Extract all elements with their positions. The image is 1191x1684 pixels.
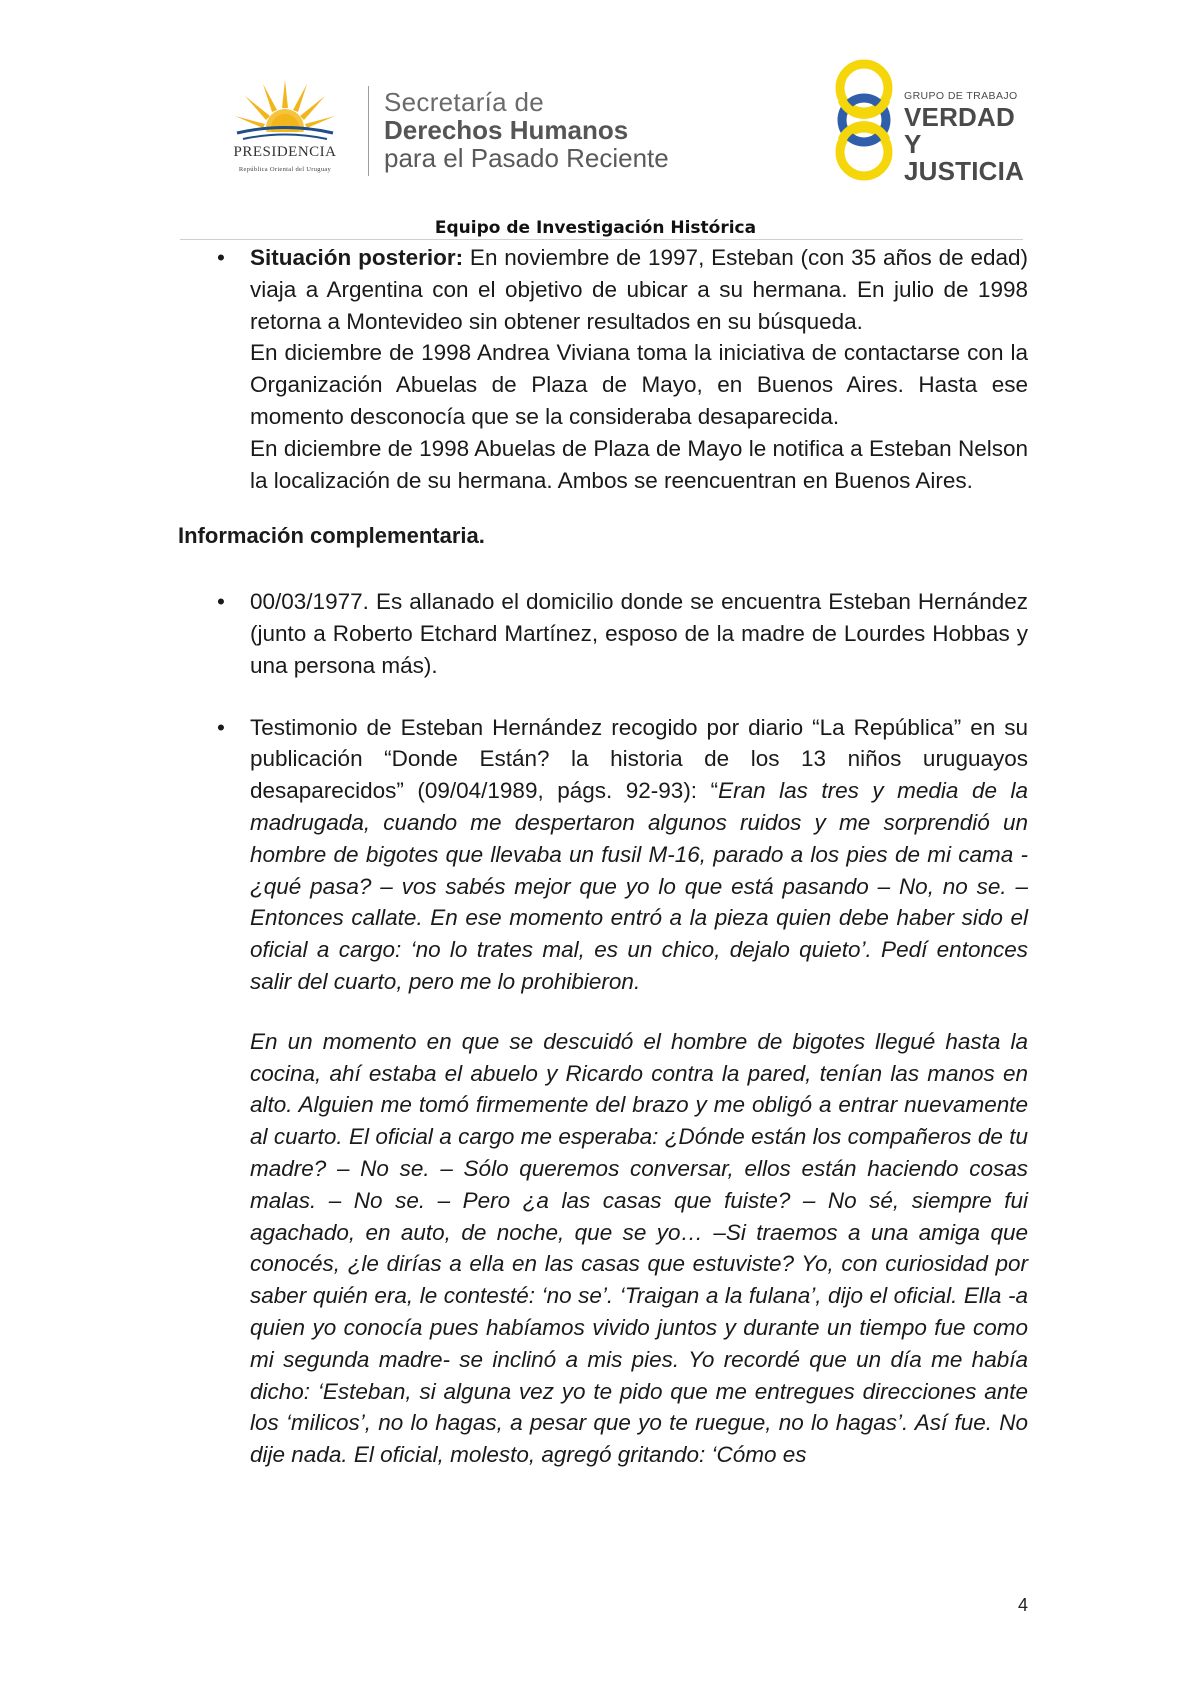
grupo-line-1: GRUPO DE TRABAJO: [904, 90, 1018, 102]
situacion-paragraph-2: En diciembre de 1998 Andrea Viviana toma la iniciativa de contactarse con la Organización Abuelas de Plaza de Mayo, en Buenos Aires. Hasta ese momento desconocía que se la consideraba desaparecida.: [250, 340, 1028, 429]
list-item: [178, 586, 1028, 681]
verdad-justicia-text: [904, 90, 1028, 185]
testimony-quote-2: En un momento en que se descuidó el hombre de bigotes llegué hasta la cocina, ahí estaba el abuelo y Ricardo contra la pared, tenían las manos en alto. Alguien me tomó firmemente del brazo y me obligó a entrar nuevamente al cuarto. El oficial a cargo me esperaba: ¿Dónde están los compañeros de tu madre? – No se. – Sólo queremos conversar, ellos están haciendo cosas malas. – No se. – Pero ¿a las casas que fuiste? – No sé, siempre fui agachado, en auto, de noche, que se yo… –Si traemos a una amiga que conocés, ¿le dirías a ella en las casas que estuviste? Yo, con curiosidad por saber quién era, le contesté: ‘no se’. ‘Traigan a la fulana’, dijo el oficial. Ella -a quien yo conocía pues habíamos vivido juntos y durante un tiempo fue como mi segunda madre- se inclinó a mis pies. Yo recordé que un día me había dicho: ‘Esteban, si alguna vez yo te pido que me entregues direcciones ante los ‘milicos’, no lo hagas, a pesar que yo te ruegue, no lo hagas’. Así fue. No dije nada. El oficial, molesto, agregó gritando: ‘Cómo es: [250, 1028, 1028, 1468]
bullet-mark: •: [217, 714, 225, 740]
sun-emblem-icon: [233, 78, 337, 144]
presidencia-subtitle: República Oriental del Uruguay: [238, 166, 332, 173]
secretaria-line-1: Secretaría de: [384, 87, 544, 117]
situacion-paragraph-1: [250, 242, 1028, 337]
testimony-intro: Testimonio de Esteban Hernández recogido por diario “La República” en su publicación “Donde Están? la historia de los 13 niños uruguayos desaparecidos” (09/04/1989, págs. 92-93): “: [250, 714, 1028, 804]
presidencia-logo: [205, 78, 365, 182]
situacion-text-1: En noviembre de 1997, Esteban (con 35 años de edad) viaja a Argentina con el objetivo de ubicar a su hermana. En julio de 1998 retorna a Montevideo sin obtener resultados en su búsqueda.: [250, 245, 1029, 334]
bullet-mark: •: [217, 245, 225, 270]
grupo-line-3: JUSTICIA: [904, 156, 1025, 186]
secretaria-title: [384, 88, 669, 172]
situacion-paragraph-3: En diciembre de 1998 Abuelas de Plaza de Mayo le notifica a Esteban Nelson la localización de su hermana. Ambos se reencuentran en Buenos Aires.: [250, 435, 1028, 493]
testimony-quote-1: Eran las tres y media de la madrugada, cuando me despertaron algunos ruidos y me sorprendió un hombre de bigotes que llevaba un fusil M-16, parado a los pies de mi cama -¿qué pasa? – vos sabés mejor que yo lo que está pasando – No, no se. – Entonces callate. En ese momento entró a la pieza quien debe haber sido el oficial a cargo: ‘no lo trates mal, es un chico, dejalo quieto’. Pedí entonces salir del cuarto, pero me lo prohibieron.: [250, 778, 1028, 994]
presidencia-name: PRESIDENCIA: [233, 144, 337, 160]
team-title: Equipo de Investigación Histórica: [434, 218, 757, 238]
document-body: [178, 242, 1028, 1471]
header-rule: [180, 239, 1023, 240]
list-item-text: 00/03/1977. Es allanado el domicilio donde se encuentra Esteban Hernández (junto a Roberto Etchard Martínez, esposo de la madre de Lourdes Hobbas y una persona más).: [250, 589, 1028, 678]
list-item: [178, 712, 1028, 1471]
bullet-mark: •: [217, 589, 225, 615]
logo-divider: [368, 86, 369, 176]
situacion-lead: Situación posterior:: [250, 245, 464, 270]
interlinked-rings-icon: [828, 56, 908, 184]
page-header: [0, 0, 1191, 200]
section-heading: Información complementaria.: [178, 523, 485, 549]
page-number: 4: [1018, 1595, 1029, 1615]
secretaria-line-3: para el Pasado Reciente: [384, 143, 669, 173]
secretaria-line-2: Derechos Humanos: [384, 115, 629, 145]
grupo-line-2: VERDAD Y: [904, 102, 1015, 159]
situacion-posterior-item: [178, 242, 1028, 496]
testimony-paragraph-1: [250, 712, 1028, 998]
verdad-justicia-logo: [828, 56, 1028, 186]
